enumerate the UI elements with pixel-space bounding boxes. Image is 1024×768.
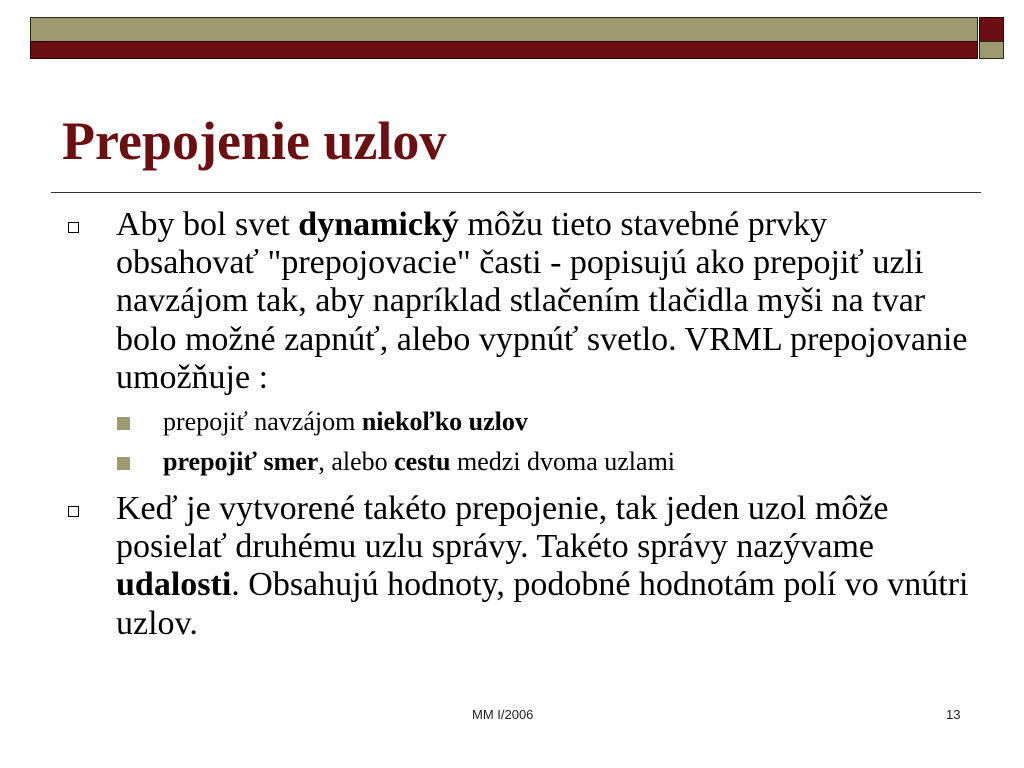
bullet-2-seg-2: udalosti [116,566,232,604]
footer-course-label: MM I/2006 [472,707,534,722]
header-corner-red-square [979,17,1004,42]
header-band-red [30,41,978,59]
slide-title: Prepojenie uzlov [62,111,447,171]
slide-content [62,206,972,643]
bullet-2 [62,490,972,643]
title-divider [51,192,981,193]
bullet-2-seg-1: Keď je vytvorené takéto prepojenie, tak jeden uzol môže posielať druhému uzlu správy. Takéto správy nazývame [116,490,889,566]
filled-square-bullet-icon [117,417,130,430]
hollow-square-bullet-icon [68,222,79,233]
header-corner-olive-square [979,41,1004,59]
sub-bullet-2-seg-1: prepojiť smer [163,447,319,477]
sub-bullet-2 [62,442,972,482]
bullet-1-seg-2: dynamický [298,206,459,243]
filled-square-bullet-icon [117,457,130,470]
sub-bullet-2-seg-3: cestu [394,447,451,477]
bullet-1-text [116,206,972,397]
sub-bullet-2-seg-4: medzi dvoma uzlami [450,447,676,477]
sub-bullet-1-seg-1: prepojiť navzájom [163,407,362,437]
bullet-2-text [116,490,972,643]
bullet-1-sub-list [62,402,972,482]
bullet-1 [62,206,972,397]
hollow-square-bullet-icon [68,506,79,517]
sub-bullet-1 [62,402,972,442]
sub-bullet-2-seg-2: , alebo [318,447,395,477]
bullet-1-seg-1: Aby bol svet [116,206,299,243]
page-number: 13 [946,707,961,722]
sub-bullet-1-seg-2: niekoľko uzlov [361,407,528,437]
bullet-1-seg-3: môžu tieto stavebné prvky obsahovať "prepojovacie" časti - popisujú ako prepojiť uzli navzájom tak, aby napríklad stlačením tlačidla myši na tvar bolo možné zapnúť, alebo vypnúť svetlo. VRML prepojovanie umožňuje : [116,206,968,396]
bullet-2-seg-3: . Obsahujú hodnoty, podobné hodnotám polí vo vnútri uzlov. [116,566,969,642]
header-band-olive [30,17,978,42]
